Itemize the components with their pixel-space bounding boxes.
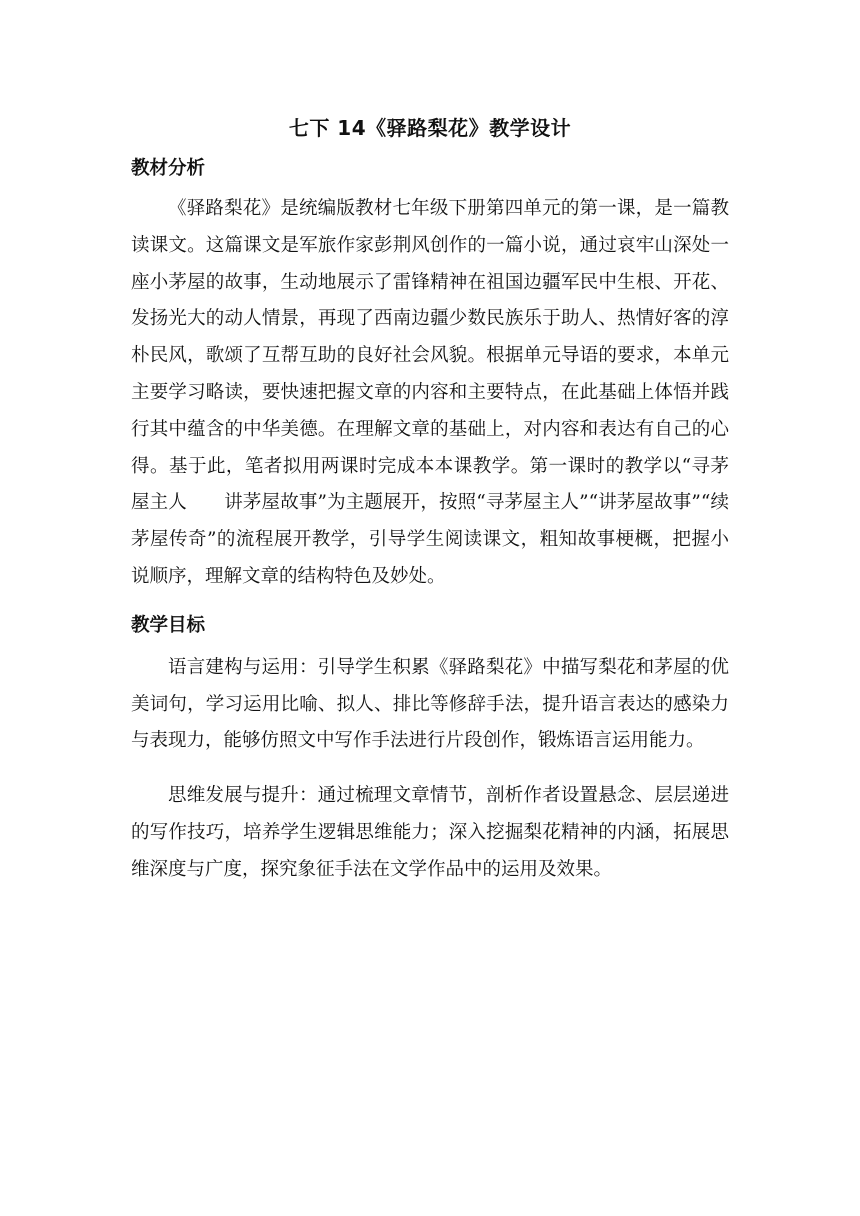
- textbook-analysis-paragraph: 《驿路梨花》是统编版教材七年级下册第四单元的第一课，是一篇教读课文。这篇课文是军旅作家彭荆风创作的一篇小说，通过哀牢山深处一座小茅屋的故事，生动地展示了雷锋精神在祖国边疆军民中生根、开花、发扬光大的动人情景，再现了西南边疆少数民族乐于助人、热情好客的淳朴民风，歌颂了互帮互助的良好社会风貌。根据单元导语的要求，本单元主要学习略读，要快速把握文章的内容和主要特点，在此基础上体悟并践行其中蕴含的中华美德。在理解文章的基础上，对内容和表达有自己的心得。基于此，笔者拟用两课时完成本本课教学。第一课时的教学以“寻茅屋主人 讲茅屋故事”为主题展开，按照“寻茅屋主人”“讲茅屋故事”“续茅屋传奇”的流程展开教学，引导学生阅读课文，粗知故事梗概，把握小说顺序，理解文章的结构特色及妙处。: [131, 198, 729, 587]
- goal-paragraph-thinking: 思维发展与提升：通过梳理文章情节，剖析作者设置悬念、层层递进的写作技巧，培养学生逻辑思维能力；深入挖掘梨花精神的内涵，拓展思维深度与广度，探究象征手法在文学作品中的运用及效果。: [131, 785, 729, 880]
- section-spacer: [131, 596, 729, 605]
- section-heading-teaching-goals: 教学目标: [131, 614, 206, 636]
- document-body: [131, 108, 729, 907]
- goal-paragraph-language: 语言建构与运用：引导学生积累《驿路梨花》中描写梨花和茅屋的优美词句，学习运用比喻、拟人、排比等修辞手法，提升语言表达的感染力与表现力，能够仿照文中写作手法进行片段创作，锻炼语言运用能力。: [131, 656, 729, 752]
- document-title: 七下 14《驿路梨花》教学设计: [288, 116, 572, 140]
- section-heading-textbook-analysis: 教材分析: [131, 158, 206, 179]
